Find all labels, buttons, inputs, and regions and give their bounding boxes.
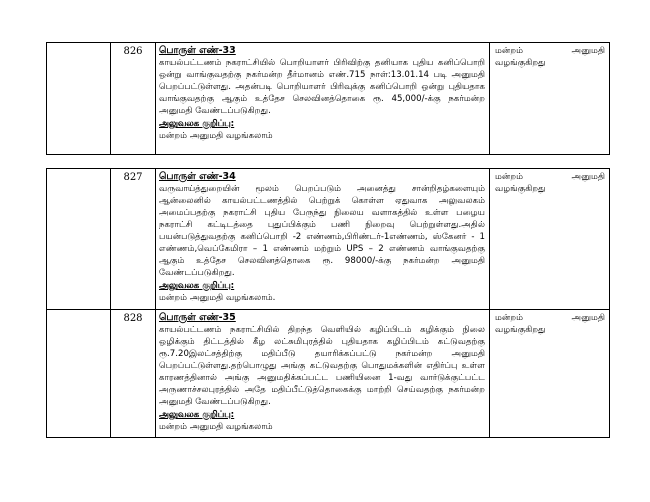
- subject-cell: [156, 310, 490, 438]
- decision-word: வழங்குகிறது: [495, 58, 546, 68]
- office-note-label: அலுவலக குறிப்பு:: [159, 119, 235, 129]
- decision-word: மன்றம்: [495, 172, 524, 182]
- decision-word: அனுமதி: [571, 172, 605, 182]
- subject-heading: பொருள் எண்-33: [159, 45, 236, 56]
- minutes-table-top: [46, 42, 610, 155]
- blank-cell: [47, 310, 111, 438]
- office-note-text: மன்றம் அனுமதி வழங்கலாம்: [159, 422, 273, 432]
- office-note-label: அலுவலக குறிப்பு:: [159, 281, 235, 291]
- blank-cell: [47, 43, 111, 155]
- subject-cell: [156, 43, 490, 155]
- decision-cell: [490, 169, 610, 310]
- table-row: [47, 169, 610, 310]
- decision-word: வழங்குகிறது: [495, 184, 546, 194]
- subject-text: வருவாய்த்துறையின் மூலம் பெறப்படும் அனைத்து சான்றிதழ்களையும் ஆன்லைனில் காயல்பட்டணத்தில் பெற்றுக் கொள்ள ஏதுவாக அலுவலகம் அமைப்பதற்கு நகராட்சி புதிய பேருந்து நிலைய வளாகத்தில் உள்ள பழைய நகராட்சி கட்டிடத்தை புதுப்பிக்கும் பணி நிறைவு பெற்றுள்ளது.அதில் பயன்படுத்துவதற்கு கனிப்பொறி -2 எண்ணம்,பிரிண்டர்-1எண்ணம், ஸ்கேனர் - 1 எண்ணம்,வெப்கேமிரா – 1 எண்ணம் மற்றும் UPS – 2 எண்ணம் வாங்குவதற்கு ஆகும் உத்தேச செலவினத்தொகை ரூ. 98000/-க்கு நகர்மன்ற அனுமதி வேண்டப்படுகிறது.: [159, 184, 485, 278]
- decision-word: மன்றம்: [495, 313, 524, 323]
- office-note-text: மன்றம் அனுமதி வழங்கலாம்.: [159, 293, 276, 303]
- table-row: [47, 43, 610, 155]
- item-number: 826: [111, 43, 156, 155]
- decision-cell: [490, 310, 610, 438]
- decision-cell: [490, 43, 610, 155]
- blank-cell: [47, 169, 111, 310]
- office-note-label: அலுவலக குறிப்பு:: [159, 410, 235, 420]
- table-row: [47, 310, 610, 438]
- minutes-table-bottom: [46, 168, 610, 438]
- item-number: 827: [111, 169, 156, 310]
- subject-heading: பொருள் எண்-35: [159, 312, 236, 323]
- office-note-text: மன்றம் அனுமதி வழங்கலாம்: [159, 131, 273, 141]
- decision-word: மன்றம்: [495, 46, 524, 56]
- item-number: 828: [111, 310, 156, 438]
- subject-text: காயல்பட்டணம் நகராட்சியில் திறந்த வெளியில் கழிப்பிடம் கழிக்கும் நிலை ஒழிக்கும் திட்டத்தில் கீழ லட்சுமிபுரத்தில் புதியதாக கழிப்பிடம் கட்டுவதற்கு ரூ.7.20இலட்சத்திற்கு மதிப்பீடு தயாரிக்கப்பட்டு நகர்மன்ற அனுமதி பெறப்பட்டுள்ளது.தற்பொழுது அங்கு கட்டுவதற்கு பொதுமக்களின் எதிர்ப்பு உள்ள காரணத்தினால் அங்கு அனுமதிக்கப்பட்ட பணியினை 1-வது வார்டுக்குட்பட்ட அருணாச்சலபுரத்தில் அதே மதிப்பீட்டுத்தொகைக்கு மாற்றி செய்வதற்கு நகர்மன்ற அனுமதி வேண்டப்படுகிறது.: [159, 325, 485, 407]
- decision-word: அனுமதி: [571, 313, 605, 323]
- subject-cell: [156, 169, 490, 310]
- decision-word: அனுமதி: [571, 46, 605, 56]
- subject-heading: பொருள் எண்-34: [159, 171, 236, 182]
- subject-text: காயல்பட்டணம் நகராட்சியில் பொறியாளர் பிரிவிற்கு தனியாக புதிய கனிப்பொறி ஒன்று வாங்குவதற்கு நகர்மன்ற தீர்மானம் எண்.715 நாள்:13.01.14 படி அனுமதி பெறப்பட்டுள்ளது. அதன்படி பொறியாளர் பிரிவுக்கு கனிப்பொறி ஒன்று புதியதாக வாங்குவதற்கு ஆகும் உத்தேச செலவினத்தொகை ரூ. 45,000/-க்கு நகர்மன்ற அனுமதி வேண்டப்படுகிறது.: [159, 58, 485, 116]
- decision-word: வழங்குகிறது: [495, 325, 546, 335]
